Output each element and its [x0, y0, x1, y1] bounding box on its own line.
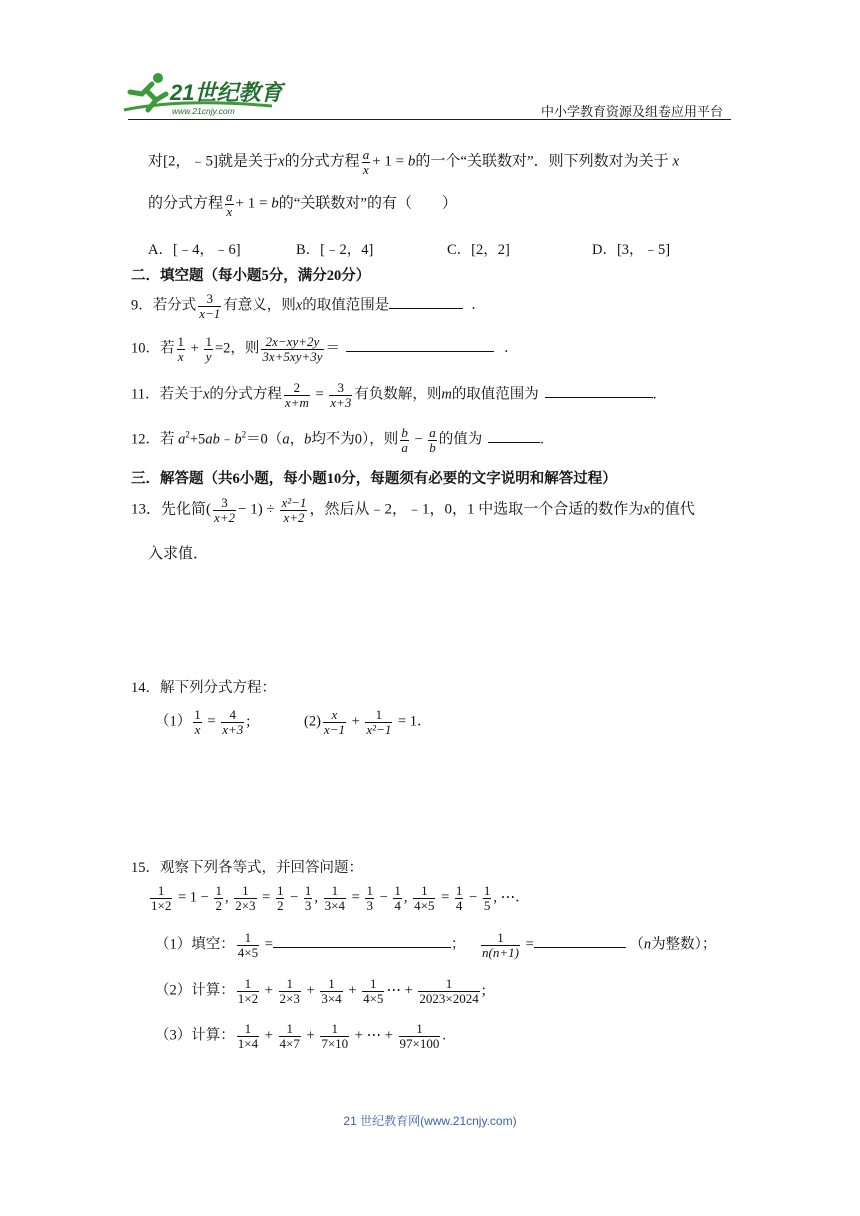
q8-option-c: C．[2，2] — [447, 242, 510, 258]
answer-blank-15a — [273, 933, 451, 948]
q8-option-a: A．[﹣4，﹣6] — [148, 242, 241, 258]
question-14-part2: (2) $\frac{x}{x-1}$ + $\frac{1}{\text{x²−1}}$ = 1． — [304, 707, 432, 737]
header-rule — [128, 119, 731, 120]
answer-blank-15b — [534, 933, 626, 948]
logo-url: www.21cnjy.com — [172, 106, 235, 116]
section-solve-title: 三．解答题（共6小题，每小题10分，每题须有必要的文字说明和解答过程） — [131, 471, 617, 487]
q8-option-d: D．[3，﹣5] — [592, 242, 671, 258]
question-13: 13．先化简( $\frac{3}{x+2}$ − 1) ÷ $\frac{\text{x²−1}}{x+2}$ ，然后从﹣2，﹣1，0，1 中选取一个合适的数作为x的值代 — [131, 495, 695, 525]
logo-text: 21世纪教育 — [170, 80, 283, 105]
answer-blank-9 — [389, 294, 463, 309]
answer-blank-12 — [488, 428, 540, 443]
question-9: 9．若分式 $\frac{3}{x-1}$ 有意义，则x的取值范围是 ． — [131, 291, 486, 321]
answer-blank-10 — [346, 337, 494, 352]
question-15-pattern: $\frac{1}{1\times 2}$ = 1 − $\frac{1}{2}$ , $\frac{1}{2\times 3}$ = $\frac{1}{2}$ − $\frac{1}{3}$ , $\frac{1}{3\times 4}$ = $\frac{1}{3}$ − $\frac{1}{4}$ , $\frac{1}{4\times 5}$ = $\frac{1}{4}$ − $\frac{1}{5}$ , ⋯． — [151, 883, 530, 913]
q8-line1: 对[2，﹣5]就是关于x的分式方程 $\frac{a}{x}$ + 1 = b的一个“关联数对”．则下列数对为关于 x — [148, 147, 680, 177]
platform-name: 中小学教育资源及组卷应用平台 — [541, 104, 724, 119]
question-14-part1: （1） $\frac{1}{x}$ = $\frac{4}{x+3}$ ; — [155, 707, 251, 737]
question-13-cont: 入求值． — [148, 546, 209, 562]
section-fill-blank-title: 二．填空题（每小题5分，满分20分） — [131, 268, 371, 284]
question-14: 14．解下列分式方程： — [131, 680, 276, 696]
question-11: 11．若关于x的分式方程 $\frac{2}{x+m}$ = $\frac{3}{x+3}$ 有负数解，则m的取值范围为 . — [131, 380, 657, 410]
question-15-part3: （3）计算： $\frac{1}{1\times 4}$ + $\frac{1}{4\times 7}$ + $\frac{1}{7\times 10}$ + ⋯ + $\frac{1}{97\times 100}$ . — [155, 1021, 446, 1051]
logo-head-icon — [153, 73, 163, 83]
q8-option-b: B．[﹣2，4] — [296, 242, 374, 258]
question-15-part1: （1）填空： $\frac{1}{4\times 5}$ = ； $\frac{1}{n(n+1)}$ = （n为整数）； — [155, 930, 717, 960]
answer-blank-11 — [545, 383, 653, 398]
site-logo — [122, 70, 292, 116]
question-12: 12．若 $a^2+5ab﹣b^2=0(a$，b均不为0），则 $\frac{b}{a}$ − $\frac{a}{b}$ 的值为 . — [131, 425, 544, 455]
footer-link[interactable]: 21 世纪教育网(www.21cnjy.com) — [343, 1114, 517, 1128]
question-10: 10．若 $\frac{1}{x}$ + $\frac{1}{y}$ =2，则 $\frac{2x-xy+2y}{3x+5xy+3y}$ ＝ ． — [131, 334, 519, 364]
question-15: 15．观察下列各等式，并回答问题： — [131, 860, 363, 876]
q8-line2: 的分式方程 $\frac{a}{x}$ + 1 = b的“关联数对”的有（ ） — [148, 189, 458, 219]
question-15-part2: （2）计算： $\frac{1}{1\times 2}$ + $\frac{1}{2\times 3}$ + $\frac{1}{3\times 4}$ + $\frac{1}{4\times 5}$ ⋯ + $\frac{1}{2023\times 2024}$ ; — [155, 976, 486, 1006]
